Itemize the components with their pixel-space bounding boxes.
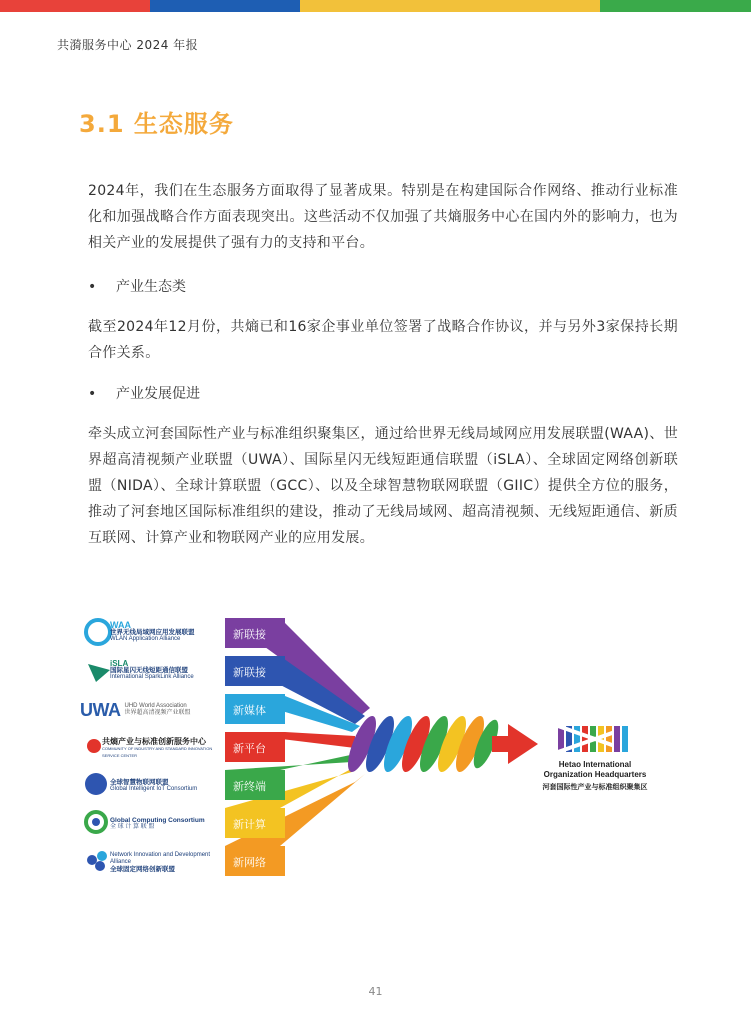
logo-isla (80, 654, 220, 686)
hq-title-line2: Organization Headquarters (543, 770, 647, 779)
hq-chinese-name: 河套国际性产业与标准组织聚集区 (542, 783, 648, 791)
logo-caption (110, 817, 205, 831)
hetao-hq-logo-icon (558, 726, 632, 752)
logo-cn: 世界无线局域网应用发展联盟 (110, 628, 195, 636)
logo-gcc (80, 808, 220, 840)
block-label: 新终端 (233, 780, 266, 793)
logo-mark-spacer (80, 619, 106, 645)
running-header: 共漪服务中心 2024 年报 (57, 38, 199, 52)
top-color-bar (0, 0, 751, 12)
page-number: 41 (368, 985, 383, 998)
ecosystem-diagram (80, 608, 680, 888)
logo-en: UHD World Association (124, 703, 187, 709)
ecosystem-paragraph: 截至2024年12月份，共熵已和16家企事业单位签署了战略合作协议，并与另外3家保持长期合作关系。 (88, 319, 678, 361)
logo-en: WLAN Application Alliance (110, 635, 181, 642)
intro-paragraph: 2024年，我们在生态服务方面取得了显著成果。特别是在构建国际合作网络、推动行业标准化和加强战略合作方面表现突出。这些活动不仅加强了共熵服务中心在国内外的影响力，也为相关产业的发展提供了强有力的支持和平台。 (88, 183, 678, 251)
bullet-dot: • (88, 279, 97, 295)
block-label: 新联接 (233, 666, 266, 679)
block-label: 新网络 (233, 856, 266, 869)
hq-title-line1: Hetao International (558, 760, 632, 769)
logo-en: International SparkLink Alliance (110, 673, 194, 680)
logo-caption (110, 852, 220, 873)
top-bar-segment-red (0, 0, 150, 12)
uwa-logo-icon: UWA (80, 699, 121, 720)
logo-en: Global Intelligent IoT Consortium (110, 786, 198, 792)
block-label: 新计算 (233, 818, 266, 831)
block-label: 新平台 (233, 742, 266, 755)
logo-mark-spacer (80, 773, 106, 799)
logo-caption (110, 779, 197, 793)
bullet-item-promotion (88, 383, 200, 403)
logo-cn: 全 球 计 算 联 盟 (110, 824, 155, 830)
logo-giic (80, 770, 220, 802)
arrow-shaft (492, 736, 510, 752)
logo-cn: 全球固定网络创新联盟 (110, 865, 175, 873)
logo-caption (110, 619, 195, 643)
logo-caption (125, 703, 191, 717)
top-bar-segment-blue (150, 0, 300, 12)
logo-mark-spacer (80, 849, 106, 875)
logo-uwa (80, 694, 220, 726)
logo-cn: 共熵产业与标准创新服务中心 (102, 736, 206, 746)
logo-mark-spacer (80, 811, 106, 837)
logo-waa (80, 616, 220, 648)
logo-mark-text: WAA (110, 619, 131, 630)
promotion-paragraph: 牵头成立河套国际性产业与标准组织聚集区，通过给世界无线局域网应用发展联盟(WAA)、世界超高清视频产业联盟（UWA）、国际星闪无线短距通信联盟（iSLA）、全球固定网络创新联盟（NIDA）、全球计算联盟（GCC）、以及全球智慧物联网联盟（GIIC）提供全方位的服务，推动了河套地区国际标准组织的建设，推动了无线局域网、超高清视频、无线短距通信、新质互联网、计算产业和物联网产业的应用发展。 (88, 426, 678, 546)
bullet-item-ecosystem (88, 276, 186, 296)
bullet-label: 产业发展促进 (116, 386, 200, 402)
logo-en: Network Innovation and Development Alliance (110, 851, 211, 865)
block-label: 新媒体 (233, 704, 266, 717)
top-bar-segment-yellow (300, 0, 600, 12)
section-title: 3.1 生态服务 (79, 110, 234, 138)
logo-cn: 世界超高清视频产业联盟 (124, 710, 191, 716)
block-label: 新联接 (233, 628, 266, 641)
bullet-label: 产业生态类 (116, 279, 186, 295)
logo-en: Global Computing Consortium (110, 817, 205, 824)
logo-caption (102, 738, 225, 759)
logo-mark-spacer (80, 657, 106, 683)
logo-en: COMMUNITY OF INDUSTRY AND STANDARD INNOVATION SERVICE CENTER (102, 745, 213, 758)
hq-title (525, 760, 665, 780)
logo-nida (80, 846, 220, 878)
bullet-dot: • (88, 386, 97, 402)
logo-cn: 国际星闪无线短距通信联盟 (110, 666, 188, 674)
logo-caption (110, 660, 194, 681)
top-bar-segment-green (600, 0, 751, 12)
logo-cn: 全球智慧物联网联盟 (110, 779, 169, 786)
arrow-head-icon (508, 724, 538, 764)
logo-mark-text: iSLA (110, 658, 129, 668)
logo-mark-spacer (80, 735, 98, 761)
logo-service-center (80, 732, 225, 764)
